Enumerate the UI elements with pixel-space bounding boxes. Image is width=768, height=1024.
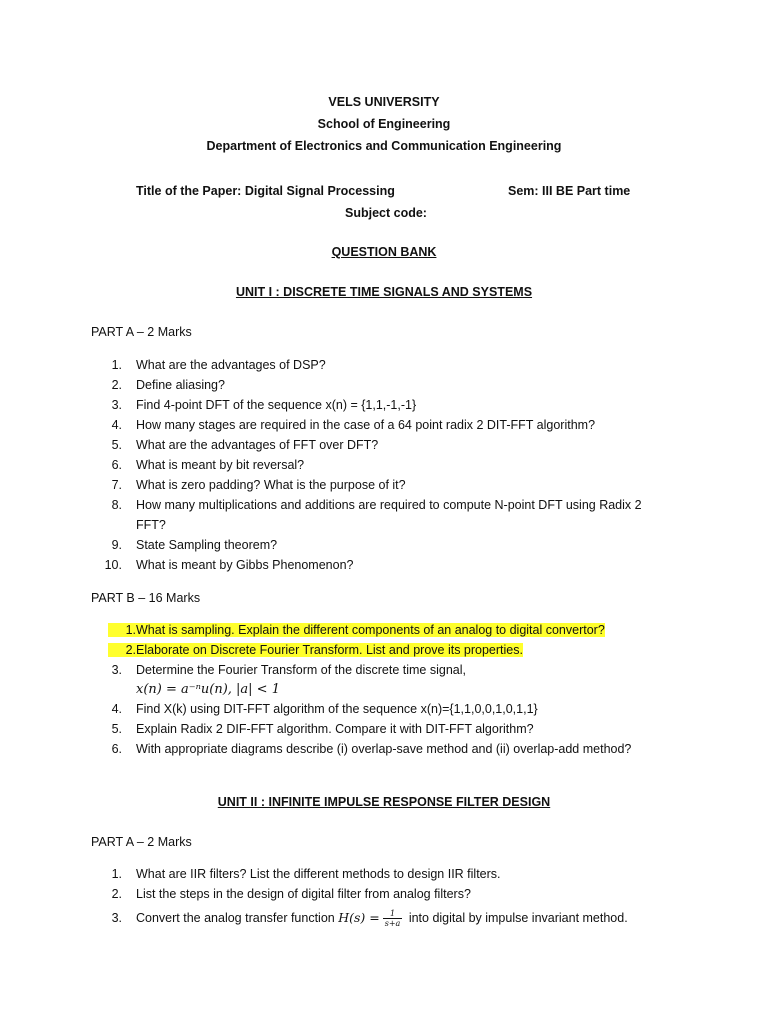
department-name: Department of Electronics and Communication Engineering <box>206 139 562 153</box>
question-number: 8. <box>111 498 122 512</box>
question-number: 6. <box>111 742 122 756</box>
question-text: What are IIR filters? List the different methods to design IIR filters. <box>136 867 501 881</box>
question-text: What are the advantages of DSP? <box>136 358 326 372</box>
question-number: 3. <box>111 398 122 412</box>
school-name: School of Engineering <box>317 117 451 131</box>
question-number: 5. <box>111 438 122 452</box>
question-number: 3. <box>111 663 122 677</box>
university-name: VELS UNIVERSITY <box>328 95 440 109</box>
unit1-title: UNIT I : DISCRETE TIME SIGNALS AND SYSTEMS <box>235 285 533 299</box>
question-text: List the steps in the design of digital filter from analog filters? <box>136 887 471 901</box>
question-text: What is meant by Gibbs Phenomenon? <box>136 558 354 572</box>
fraction <box>383 909 403 928</box>
question-text: With appropriate diagrams describe (i) overlap-save method and (ii) overlap-add method? <box>136 742 632 756</box>
question-number: 1. <box>111 358 122 372</box>
paper-title: Title of the Paper: Digital Signal Processing <box>136 184 395 198</box>
question-text: Determine the Fourier Transform of the discrete time signal, <box>136 663 466 677</box>
question-text: What is meant by bit reversal? <box>136 458 305 472</box>
question-number: 1. <box>108 623 136 637</box>
math-expression: H(s) = <box>338 910 380 925</box>
question-text: Find 4-point DFT of the sequence x(n) = {1,1,-1,-1} <box>136 398 417 412</box>
question-text: State Sampling theorem? <box>136 538 278 552</box>
question-bank-title: QUESTION BANK <box>331 245 437 259</box>
question-text: How many multiplications and additions are required to compute N-point DFT using Radix 2 <box>136 498 642 512</box>
question-text: What are the advantages of FFT over DFT? <box>136 438 379 452</box>
question-text-before: Convert the analog transfer function <box>136 911 335 925</box>
fraction-denominator: s+a <box>384 919 401 929</box>
unit1-partA-title: PART A – 2 Marks <box>91 325 192 339</box>
question-text: Explain Radix 2 DIF-FFT algorithm. Compare it with DIT-FFT algorithm? <box>136 722 534 736</box>
question-number: 9. <box>111 538 122 552</box>
question-text-after: into digital by impulse invariant method. <box>408 911 628 925</box>
question-number: 4. <box>111 702 122 716</box>
question-number: 6. <box>111 458 122 472</box>
unit2-title: UNIT II : INFINITE IMPULSE RESPONSE FILTER DESIGN <box>217 795 551 809</box>
question-text-continued: FFT? <box>136 518 166 532</box>
question-number: 5. <box>111 722 122 736</box>
question-number: 2. <box>108 643 136 657</box>
question-text: Define aliasing? <box>136 378 225 392</box>
question-number: 10. <box>104 558 122 572</box>
fraction-numerator: 1 <box>383 909 403 919</box>
subject-code: Subject code: <box>345 206 427 220</box>
unit1-partB-title: PART B – 16 Marks <box>91 591 201 605</box>
question-number: 2. <box>111 378 122 392</box>
question-text: What is zero padding? What is the purpose of it? <box>136 478 406 492</box>
question-number: 2. <box>111 887 122 901</box>
semester-info: Sem: III BE Part time <box>508 184 631 198</box>
question-number: 3. <box>111 911 122 925</box>
question-number: 1. <box>111 867 122 881</box>
question-text-highlighted: What is sampling. Explain the different components of an analog to digital convertor? <box>136 623 605 637</box>
question-number: 7. <box>111 478 122 492</box>
math-expression: x(n) = a⁻ⁿu(n), |a| < 1 <box>136 682 280 697</box>
question-text <box>136 906 628 930</box>
question-number: 4. <box>111 418 122 432</box>
unit2-partA-title: PART A – 2 Marks <box>91 835 192 849</box>
question-text: How many stages are required in the case of a 64 point radix 2 DIT-FFT algorithm? <box>136 418 596 432</box>
question-text: Find X(k) using DIT-FFT algorithm of the sequence x(n)={1,1,0,0,1,0,1,1} <box>136 702 538 716</box>
question-text-highlighted: Elaborate on Discrete Fourier Transform. List and prove its properties. <box>136 643 523 657</box>
